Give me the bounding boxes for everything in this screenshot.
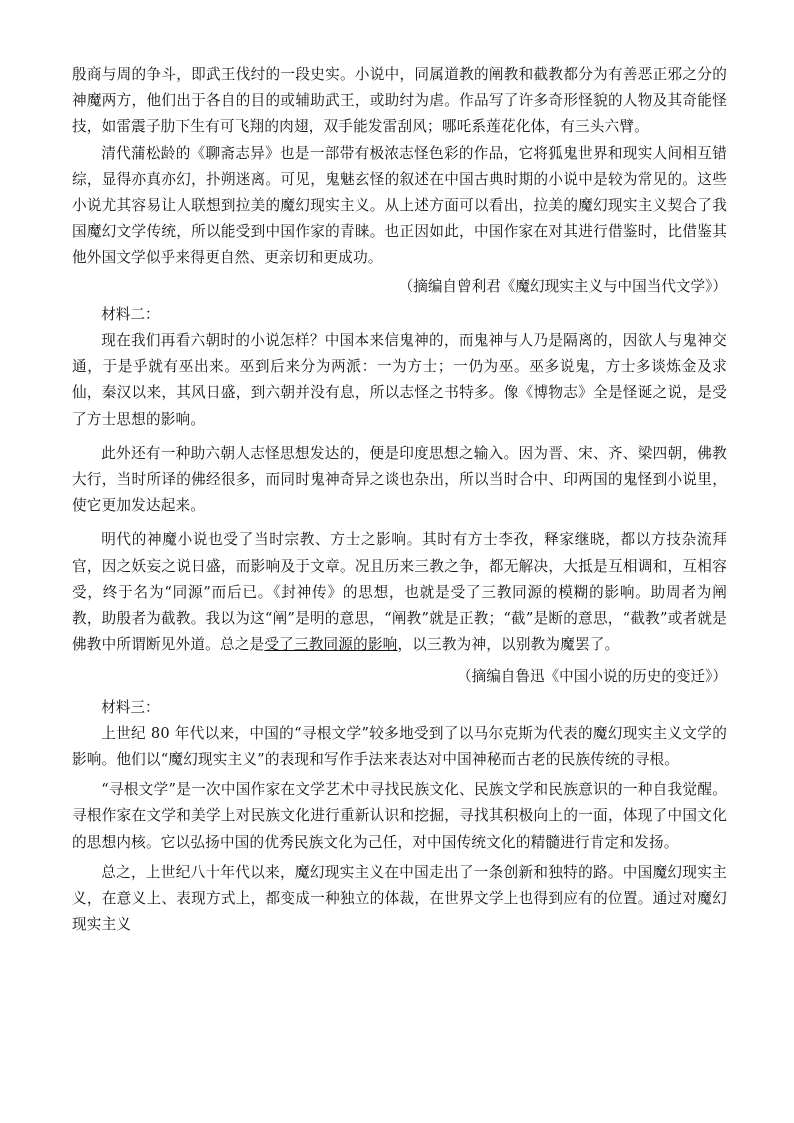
paragraph-root-seeking: 上世纪 80 年代以来，中国的“寻根文学”较多地受到了以马尔克斯为代表的魔幻现实主义文学的影响。他们以“魔幻现实主义”的表现和写作手法来表达对中国神秘而古老的民族传统的寻根。 xyxy=(72,724,727,769)
paragraph-ming-shenmo-end: ，以三教为神，以别教为魔罢了。 xyxy=(397,636,620,654)
material-two-heading: 材料二： xyxy=(101,305,160,323)
paragraph-ming-shenmo xyxy=(72,527,727,658)
paragraph-ming-shenmo-text: 明代的神魔小说也受了当时宗教、方士之影响。其时有方士李孜，释家继晓，都以方技杂流拜官，因之妖妄之说日盛，而影响及于文章。况且历来三教之争，都无解决，大抵是互相调和，互相容受，终于名为“同源”而后已。《封神传》的思想，也就是受了三教同源的模糊的影响。助周者为阐教，助殷者为截教。我以为这“阐”是明的意思，“阐教”就是正教；“截”是断的意思，“截教”或者就是佛教中所谓断见外道。总之是 xyxy=(72,531,727,654)
source-citation-2: （摘编自鲁迅《中国小说的历史的变迁》） xyxy=(457,668,727,686)
paragraph-fengshen-summary: 殷商与周的争斗，即武王伐纣的一段史实。小说中，同属道教的阐教和截教都分为有善恶正邪之分的神魔两方，他们出于各自的目的或辅助武王，或助纣为虐。作品写了许多奇形怪貌的人物及其奇能怪技，如雷震子肋下生有可飞翔的肉翅，双手能发雷刮风；哪吒系莲花化体，有三头六臂。 xyxy=(72,66,727,136)
paragraph-six-dynasties: 现在我们再看六朝时的小说怎样？中国本来信鬼神的，而鬼神与人乃是隔离的，因欲人与鬼神交通，于是乎就有巫出来。巫到后来分为两派：一为方士；一仍为巫。巫多说鬼，方士多谈炼金及求仙，秦汉以来，其风日盛，到六朝并没有息，所以志怪之书特多。像《博物志》全是怪诞之说，是受了方士思想的影响。 xyxy=(72,332,727,428)
paragraph-liaozhai: 清代蒲松龄的《聊斋志异》也是一部带有极浓志怪色彩的作品，它将狐鬼世界和现实人间相互错综，显得亦真亦幻，扑朔迷离。可见，鬼魅玄怪的叙述在中国古典时期的小说中是较为常见的。这些小说尤其容易让人联想到拉美的魔幻现实主义。从上述方面可以看出，拉美的魔幻现实主义契合了我国魔幻文学传统，所以能受到中国作家的青睐。也正因如此，中国作家在对其进行借鉴时，比借鉴其他外国文学似乎来得更自然、更亲切和更成功。 xyxy=(72,144,727,267)
document-page xyxy=(72,62,727,939)
paragraph-conclusion: 总之，上世纪八十年代以来，魔幻现实主义在中国走出了一条创新和独特的路。中国魔幻现实主义，在意义上、表现方式上，都变成一种独立的体裁，在世界文学上也得到应有的位置。通过对魔幻现实主义 xyxy=(72,863,727,934)
paragraph-indian-thought: 此外还有一种助六朝人志怪思想发达的，便是印度思想之输入。因为晋、宋、齐、梁四朝，佛教大行，当时所译的佛经很多，而同时鬼神奇异之谈也杂出，所以当时合中、印两国的鬼怪到小说里，使它更加发达起来。 xyxy=(72,444,727,515)
underlined-phrase: 受了三教同源的影响 xyxy=(264,636,398,654)
source-citation-1: （摘编自曾利君《魔幻现实主义与中国当代文学》） xyxy=(398,277,727,295)
paragraph-self-awakening: “寻根文学”是一次中国作家在文学艺术中寻找民族文化、民族文学和民族意识的一种自我觉醒。寻根作家在文学和美学上对民族文化进行重新认识和挖掘，寻找其积极向上的一面，体现了中国文化的思想内核。它以弘扬中国的优秀民族文化为己任，对中国传统文化的精髓进行肯定和发扬。 xyxy=(72,781,727,851)
material-three-heading: 材料三： xyxy=(101,698,160,716)
